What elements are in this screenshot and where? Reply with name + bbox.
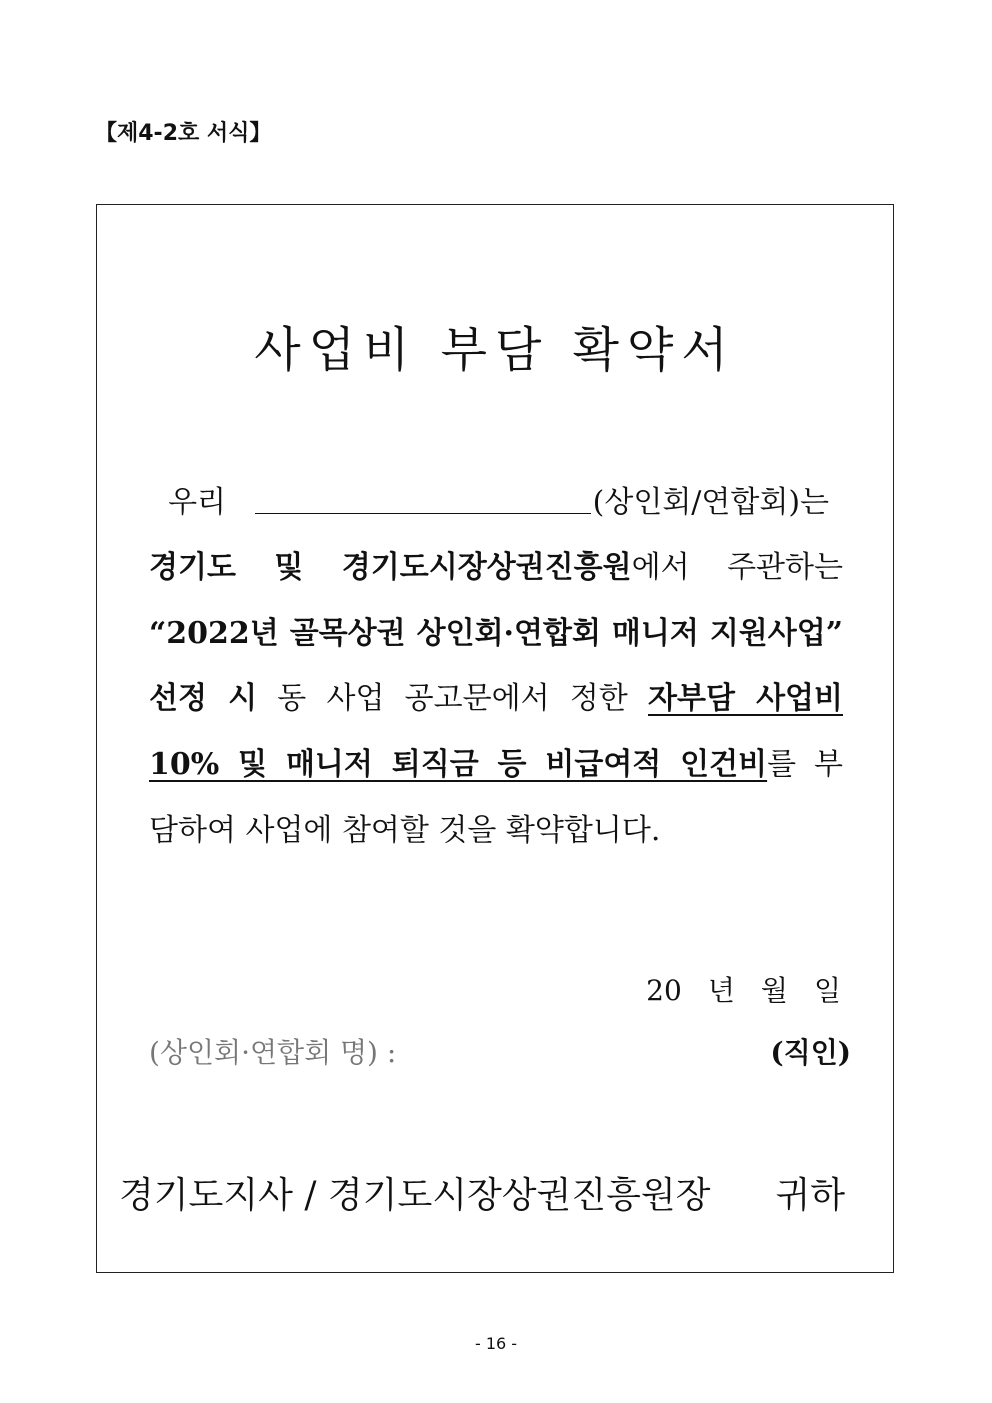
- body-line-6: 담하여 사업에 참여할 것을 확약합니다.: [149, 813, 661, 848]
- document-frame: [96, 204, 894, 1273]
- line2-rest: 에서 주관하는: [631, 550, 843, 585]
- date-year: 년: [707, 974, 735, 1007]
- org-name-blank: [255, 489, 591, 514]
- line5-bold-underline: 10% 및 매니저 퇴직금 등 비급여적 인건비: [149, 747, 768, 782]
- date-line: [620, 969, 841, 1009]
- org-name-label: (상인회·연합회 명) :: [149, 1036, 397, 1069]
- line2-bold: 경기도 및 경기도시장상권진흥원: [149, 550, 632, 585]
- document-title: 사업비 부담 확약서: [254, 322, 736, 378]
- addressee-honorific: 귀하: [775, 1175, 845, 1216]
- page-number: - 16 -: [474, 1334, 518, 1353]
- date-day: 일: [813, 974, 841, 1007]
- date-month: 월: [760, 974, 788, 1007]
- body-line-5: [149, 745, 843, 785]
- line4-bold-underline: 자부담 사업비: [648, 681, 843, 716]
- seal-label: (직인): [770, 1036, 851, 1069]
- body-line-2: [149, 548, 843, 588]
- body-line-1: [149, 483, 843, 523]
- addressee: [119, 1167, 845, 1218]
- line5-rest: 를 부: [767, 747, 843, 782]
- line4-bold: 선정 시: [149, 681, 258, 716]
- line1-prefix: 우리: [168, 485, 227, 520]
- line1-suffix: (상인회/연합회)는: [592, 485, 830, 520]
- date-year-prefix: 20: [646, 974, 682, 1007]
- form-number-label: 【제4-2호 서식】: [95, 121, 272, 146]
- line4-rest: 동 사업 공고문에서 정한: [257, 681, 648, 716]
- body-line-3: “2022년 골목상권 상인회·연합회 매니저 지원사업”: [149, 616, 843, 651]
- body-line-4: [149, 679, 843, 719]
- addressee-to: 경기도지사 / 경기도시장상권진흥원장: [119, 1175, 711, 1216]
